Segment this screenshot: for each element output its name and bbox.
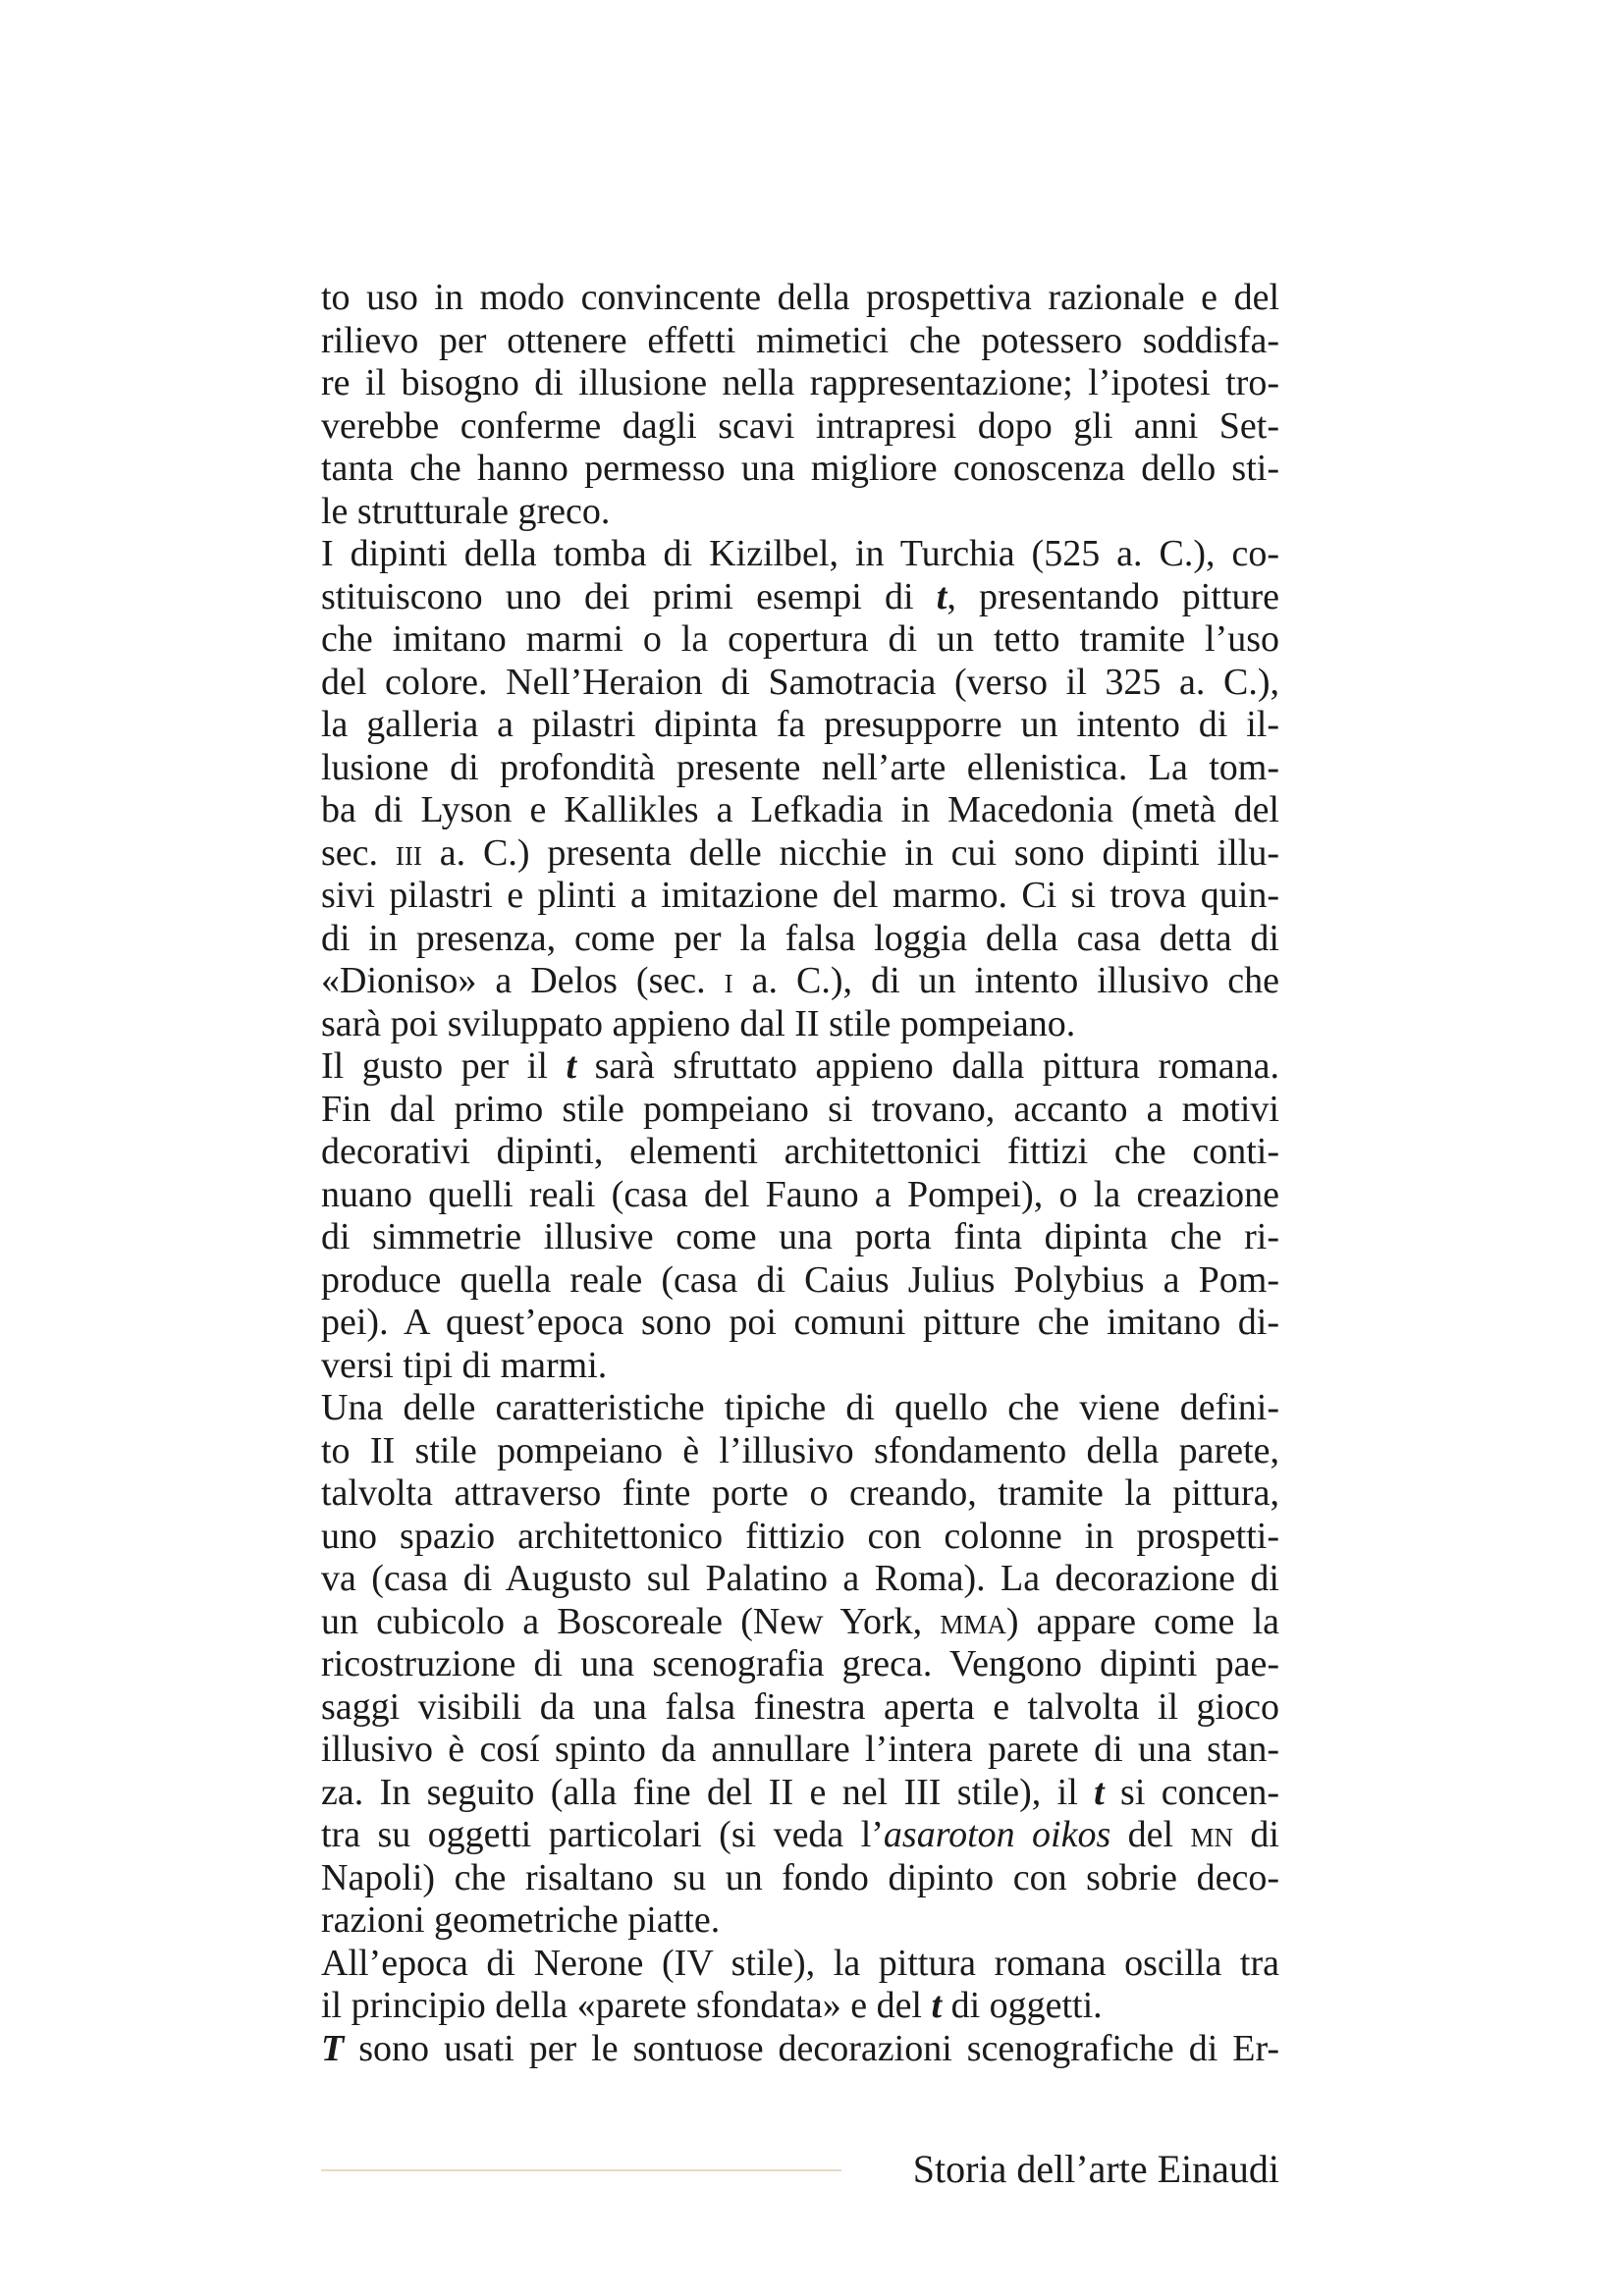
text-segment: la galleria a pilastri dipinta fa presupporre un intento di il- bbox=[321, 704, 1279, 745]
text-line bbox=[321, 1387, 1279, 1430]
text-line bbox=[321, 618, 1279, 662]
text-segment: Fin dal primo stile pompeiano si trovano, accanto a motivi bbox=[321, 1088, 1279, 1130]
text-line bbox=[321, 405, 1279, 449]
text-line bbox=[321, 448, 1279, 491]
text-line bbox=[321, 832, 1279, 876]
text-segment: stituiscono uno dei primi esempi di bbox=[321, 575, 937, 617]
text-line bbox=[321, 1601, 1279, 1644]
text-line bbox=[321, 918, 1279, 961]
text-line bbox=[321, 2028, 1279, 2071]
text-segment: verebbe conferme dagli scavi intrapresi dopo gli anni Set- bbox=[321, 404, 1279, 447]
text-segment: re il bisogno di illusione nella rappresentazione; l’ipotesi tro- bbox=[321, 362, 1279, 403]
text-segment: tra su oggetti particolari (si veda l’ bbox=[321, 1814, 884, 1855]
text-line bbox=[321, 1686, 1279, 1730]
text-line bbox=[321, 875, 1279, 918]
text-segment: del colore. Nell’Heraion di Samotracia (verso il 325 a. C.), bbox=[321, 661, 1279, 703]
text-line bbox=[321, 1943, 1279, 1986]
text-line bbox=[321, 1259, 1279, 1303]
text-line bbox=[321, 1857, 1279, 1900]
text-segment: iii bbox=[395, 831, 422, 874]
text-segment: illusivo è cosí spinto da annullare l’intera parete di una stan- bbox=[321, 1729, 1279, 1770]
text-segment: ba di Lyson e Kallikles a Lefkadia in Macedonia (metà del bbox=[321, 789, 1279, 830]
text-segment: il principio della «parete sfondata» e del bbox=[321, 1985, 932, 2026]
text-segment: produce quella reale (casa di Caius Julius Polybius a Pom- bbox=[321, 1258, 1279, 1301]
text-segment: a. C.) presenta delle nicchie in cui sono dipinti illu- bbox=[421, 831, 1279, 874]
text-line bbox=[321, 576, 1279, 619]
text-segment: ) appare come la bbox=[1005, 1600, 1279, 1642]
text-segment: i bbox=[724, 960, 733, 1001]
text-segment: rilievo per ottenere effetti mimetici che potessero soddisfa- bbox=[321, 319, 1279, 361]
text-line bbox=[321, 1345, 1279, 1388]
text-line bbox=[321, 491, 1279, 534]
text-line bbox=[321, 1089, 1279, 1132]
text-segment: del bbox=[1110, 1814, 1191, 1855]
text-line bbox=[321, 1643, 1279, 1686]
text-line bbox=[321, 662, 1279, 705]
text-segment: mma bbox=[940, 1600, 1006, 1642]
text-segment: di oggetti. bbox=[942, 1985, 1103, 2026]
text-segment: ricostruzione di una scenografia greca. Vengono dipinti pae- bbox=[321, 1643, 1279, 1684]
text-segment: talvolta attraverso finte porte o creando, tramite la pittura, bbox=[321, 1472, 1279, 1514]
text-segment: , presentando pitture bbox=[947, 575, 1279, 617]
footer-title: Storia dell’arte Einaudi bbox=[912, 2147, 1279, 2191]
text-segment: Napoli) che risaltano su un fondo dipinto con sobrie deco- bbox=[321, 1856, 1279, 1898]
text-line bbox=[321, 1174, 1279, 1217]
text-segment: asaroton oikos bbox=[883, 1814, 1111, 1855]
text-line bbox=[321, 1045, 1279, 1089]
text-line bbox=[321, 789, 1279, 832]
text-segment: t bbox=[566, 1045, 577, 1087]
text-segment: versi tipi di marmi. bbox=[321, 1344, 608, 1386]
body-text bbox=[321, 277, 1279, 2070]
text-segment: T bbox=[321, 2027, 345, 2069]
text-line bbox=[321, 1899, 1279, 1943]
text-segment: t bbox=[931, 1985, 943, 2026]
text-line bbox=[321, 1430, 1279, 1473]
text-line bbox=[321, 1772, 1279, 1815]
text-segment: Il gusto per il bbox=[321, 1045, 567, 1087]
text-line bbox=[321, 533, 1279, 576]
text-line bbox=[321, 320, 1279, 363]
text-line bbox=[321, 277, 1279, 320]
text-line bbox=[321, 1516, 1279, 1559]
text-segment: si concen- bbox=[1104, 1771, 1279, 1813]
text-segment: sono usati per le sontuose decorazioni scenografiche di Er- bbox=[344, 2027, 1279, 2069]
text-line bbox=[321, 1131, 1279, 1174]
text-segment: sarà sfruttato appieno dalla pittura romana. bbox=[576, 1045, 1279, 1087]
text-segment: le strutturale greco. bbox=[321, 490, 611, 532]
text-segment: nuano quelli reali (casa del Fauno a Pompei), o la creazione bbox=[321, 1173, 1279, 1215]
text-segment: Una delle caratteristiche tipiche di quello che viene defini- bbox=[321, 1387, 1279, 1428]
text-segment: saggi visibili da una falsa finestra aperta e talvolta il gioco bbox=[321, 1685, 1279, 1728]
text-line bbox=[321, 362, 1279, 405]
text-segment: tanta che hanno permesso una migliore conoscenza dello sti- bbox=[321, 448, 1279, 489]
text-segment: t bbox=[936, 575, 947, 617]
text-line bbox=[321, 704, 1279, 747]
text-segment: uno spazio architettonico fittizio con colonne in prospetti- bbox=[321, 1515, 1279, 1557]
text-line bbox=[321, 960, 1279, 1003]
text-segment: mn bbox=[1190, 1814, 1234, 1855]
text-segment: to uso in modo convincente della prospettiva razionale e del bbox=[321, 277, 1279, 318]
footer-rule bbox=[321, 2169, 841, 2171]
text-segment: che imitano marmi o la copertura di un tetto tramite l’uso bbox=[321, 618, 1279, 660]
text-line bbox=[321, 747, 1279, 790]
text-segment: za. In seguito (alla fine del II e nel III stile), il bbox=[321, 1771, 1095, 1813]
text-segment: razioni geometriche piatte. bbox=[321, 1899, 721, 1941]
text-segment: di bbox=[1233, 1814, 1279, 1855]
text-segment: «Dioniso» a Delos (sec. bbox=[321, 960, 725, 1001]
text-line bbox=[321, 1216, 1279, 1259]
text-line bbox=[321, 1985, 1279, 2028]
text-segment: un cubicolo a Boscoreale (New York, bbox=[321, 1600, 941, 1642]
text-segment: lusione di profondità presente nell’arte ellenistica. La tom- bbox=[321, 746, 1279, 788]
text-segment: pei). A quest’epoca sono poi comuni pitture che imitano di- bbox=[321, 1302, 1279, 1343]
text-line bbox=[321, 1472, 1279, 1516]
text-segment: decorativi dipinti, elementi architettonici fittizi che conti- bbox=[321, 1131, 1279, 1172]
text-segment: sarà poi sviluppato appieno dal II stile pompeiano. bbox=[321, 1002, 1076, 1044]
text-segment: va (casa di Augusto sul Palatino a Roma). La decorazione di bbox=[321, 1558, 1279, 1599]
text-segment: sivi pilastri e plinti a imitazione del marmo. Ci si trova quin- bbox=[321, 875, 1279, 916]
text-segment: a. C.), di un intento illusivo che bbox=[732, 960, 1280, 1001]
text-line bbox=[321, 1003, 1279, 1046]
text-segment: di in presenza, come per la falsa loggia della casa detta di bbox=[321, 917, 1279, 959]
text-segment: t bbox=[1094, 1771, 1105, 1813]
text-segment: All’epoca di Nerone (IV stile), la pittura romana oscilla tra bbox=[321, 1942, 1279, 1984]
text-line bbox=[321, 1814, 1279, 1857]
text-segment: I dipinti della tomba di Kizilbel, in Turchia (525 a. C.), co- bbox=[321, 533, 1279, 574]
text-segment: di simmetrie illusive come una porta finta dipinta che ri- bbox=[321, 1216, 1279, 1257]
text-line bbox=[321, 1729, 1279, 1772]
text-segment: sec. bbox=[321, 831, 396, 874]
text-segment: to II stile pompeiano è l’illusivo sfondamento della parete, bbox=[321, 1429, 1279, 1471]
text-line bbox=[321, 1558, 1279, 1601]
text-line bbox=[321, 1302, 1279, 1345]
